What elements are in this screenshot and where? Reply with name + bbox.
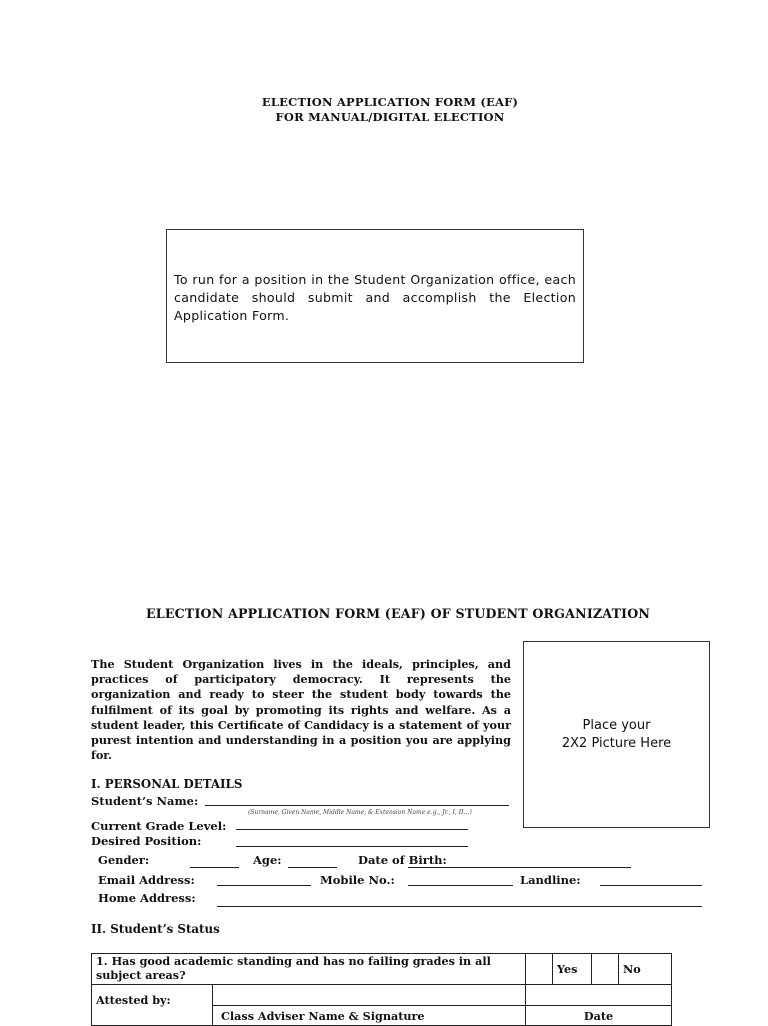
- dob-label: Date of Birth:: [358, 853, 447, 867]
- desired-position-field[interactable]: [236, 846, 468, 847]
- attested-cell: [92, 985, 526, 1026]
- header-line-2: FOR MANUAL/DIGITAL ELECTION: [275, 110, 505, 124]
- email-field[interactable]: [217, 885, 311, 886]
- form-title: ELECTION APPLICATION FORM (EAF) OF STUDENT ORGANIZATION: [146, 606, 651, 621]
- yes-checkbox[interactable]: [526, 954, 553, 985]
- student-name-label: Student’s Name:: [91, 794, 199, 808]
- intro-box: [166, 229, 584, 363]
- age-label: Age:: [253, 853, 282, 867]
- attested-label: Attested by:: [92, 985, 213, 1025]
- status-section-title: II. Student’s Status: [91, 922, 220, 936]
- no-label: No: [619, 954, 672, 985]
- email-label: Email Address:: [98, 873, 195, 887]
- landline-field[interactable]: [600, 885, 702, 886]
- header-line-1: ELECTION APPLICATION FORM (EAF): [261, 95, 519, 109]
- student-name-hint: (Surname, Given Name, Middle Name, & Extension Name e.g., Jr., I, II…): [248, 809, 472, 816]
- gender-field[interactable]: [190, 867, 239, 868]
- gender-label: Gender:: [98, 853, 150, 867]
- home-address-label: Home Address:: [98, 891, 196, 905]
- photo-line-1: Place your: [582, 717, 651, 733]
- date-cell: [526, 985, 672, 1026]
- status-table: [91, 953, 672, 1026]
- mobile-label: Mobile No.:: [320, 873, 395, 887]
- grade-level-field[interactable]: [236, 829, 468, 830]
- adviser-signature-field[interactable]: [213, 985, 525, 1006]
- date-label: Date: [583, 1009, 614, 1023]
- photo-line-2: 2X2 Picture Here: [561, 735, 672, 751]
- yes-label: Yes: [553, 954, 592, 985]
- date-field[interactable]: [526, 985, 671, 1006]
- age-field[interactable]: [288, 867, 337, 868]
- no-checkbox[interactable]: [592, 954, 619, 985]
- question-1: 1. Has good academic standing and has no failing grades in all subject areas?: [92, 954, 526, 985]
- desired-position-label: Desired Position:: [91, 834, 202, 848]
- student-name-field[interactable]: [205, 805, 509, 806]
- home-address-field[interactable]: [217, 906, 702, 907]
- personal-section-title: I. PERSONAL DETAILS: [91, 777, 243, 791]
- photo-placeholder[interactable]: [523, 641, 710, 828]
- landline-label: Landline:: [520, 873, 581, 887]
- form-description: The Student Organization lives in the ideals, principles, and practices of participatory democracy. It represents the organization and ready to steer the student body towards the fulfilment of its goal by promoting its rights and welfare. As a student leader, this Certificate of Candidacy is a statement of your purest intention and understanding in a position you are applying for.: [91, 657, 511, 763]
- dob-field[interactable]: [408, 867, 631, 868]
- intro-text: To run for a position in the Student Organization office, each candidate should submit and accomplish the Election Application Form.: [174, 272, 576, 323]
- mobile-field[interactable]: [408, 885, 513, 886]
- adviser-label: Class Adviser Name & Signature: [221, 1009, 425, 1023]
- grade-level-label: Current Grade Level:: [91, 819, 227, 833]
